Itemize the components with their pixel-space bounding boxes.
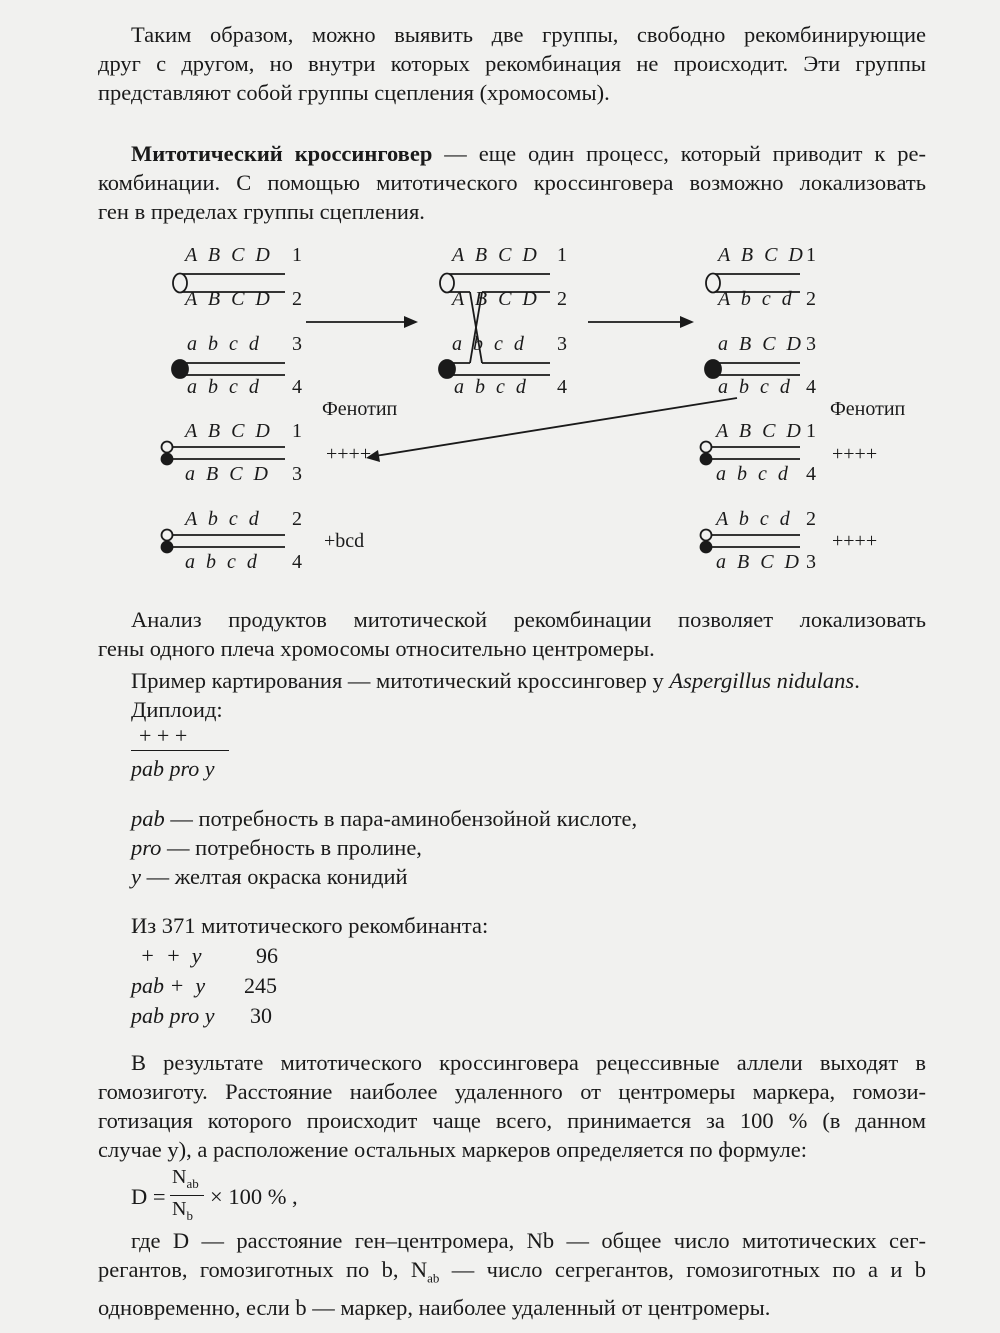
definition-line: pro — потребность в пролине, bbox=[131, 835, 422, 860]
allele-label: a b c d bbox=[452, 333, 527, 355]
allele-label: A B C D bbox=[718, 244, 806, 266]
allele-label: a b c d bbox=[187, 333, 262, 355]
text-line: ген в пределах группы сцепления. bbox=[98, 199, 425, 224]
formula-numerator: $N_{ab}$ bbox=[172, 1166, 199, 1191]
allele-label: A B C D bbox=[452, 244, 540, 266]
text-line: друг с другом, но внутри которых рекомбинация не происходит. Эти группы bbox=[98, 51, 926, 76]
recombinant-count: 96 bbox=[256, 943, 278, 968]
chromatid-number: 1 bbox=[292, 420, 302, 442]
text-line: где D — расстояние ген–центромера, Nb — общее число митотических сег- bbox=[131, 1228, 926, 1253]
text-line: гомозиготу. Расстояние наиболее удаленного от центромеры маркера, гомози- bbox=[98, 1079, 926, 1104]
definition-line: pab — потребность в пара-аминобензойной кислоте, bbox=[131, 806, 638, 831]
chromatid-number: 3 bbox=[292, 333, 302, 355]
allele-label: a b c d bbox=[454, 376, 529, 398]
text-line: Митотический кроссинговер — еще один процесс, который приводит к ре- bbox=[131, 141, 926, 166]
diploid-denominator: pab pro y bbox=[131, 756, 215, 781]
allele-label: A b c d bbox=[185, 508, 262, 530]
formula-denominator: $N_b$ bbox=[172, 1198, 193, 1223]
allele-label: a B C D bbox=[185, 463, 271, 485]
phenotype-value: ++++ bbox=[326, 443, 372, 465]
chromatid-number: 2 bbox=[557, 288, 567, 310]
chromatid-number: 3 bbox=[806, 333, 816, 355]
recombinant-genotype: pab pro y bbox=[131, 1003, 215, 1028]
allele-label: A b c d bbox=[718, 288, 795, 310]
species-name: Aspergillus nidulans bbox=[669, 668, 855, 693]
allele-label: a B C D bbox=[718, 333, 804, 355]
allele-label: A B C D bbox=[185, 420, 273, 442]
chromatid-number: 3 bbox=[806, 551, 816, 573]
chromatid-number: 1 bbox=[292, 244, 302, 266]
text-line: гены одного плеча хромосомы относительно центромеры. bbox=[98, 636, 655, 661]
diploid-label: Диплоид: bbox=[131, 697, 223, 722]
chromatid-number: 2 bbox=[806, 508, 816, 530]
chromatid-number: 1 bbox=[806, 244, 816, 266]
text-line: готизация которого происходит чаще всего, принимается за 100 % (в данном bbox=[98, 1108, 926, 1133]
allele-label: A B C D bbox=[452, 288, 540, 310]
chromatid-number: 3 bbox=[557, 333, 567, 355]
text-line: случае y), а расположение остальных маркеров определяется по формуле: bbox=[98, 1137, 808, 1162]
phenotype-label: Фенотип bbox=[322, 398, 398, 420]
chromatid-number: 4 bbox=[557, 376, 567, 398]
allele-label: a b c d bbox=[718, 376, 793, 398]
phenotype-label: Фенотип bbox=[830, 398, 906, 420]
chromatid-number: 1 bbox=[806, 420, 816, 442]
fraction-bar bbox=[131, 750, 229, 751]
chromatid-number: 2 bbox=[806, 288, 816, 310]
text-line: Таким образом, можно выявить две группы, свободно рекомбинирующие bbox=[131, 22, 926, 47]
allele-label: A B C D bbox=[716, 420, 804, 442]
allele-label: A B C D bbox=[185, 288, 273, 310]
paragraph-homozygosity bbox=[98, 1048, 926, 1164]
allele-label: a b c d bbox=[716, 463, 791, 485]
chromatid-number: 2 bbox=[292, 288, 302, 310]
allele-label: a B C D bbox=[716, 551, 802, 573]
allele-label: A b c d bbox=[716, 508, 793, 530]
formula-rhs: × 100 % , bbox=[210, 1184, 298, 1209]
phenotype-value: ++++ bbox=[832, 443, 878, 465]
chromatid-number: 1 bbox=[557, 244, 567, 266]
text-line: представляют собой группы сцепления (хромосомы). bbox=[98, 80, 610, 105]
chromatid-number: 4 bbox=[292, 551, 302, 573]
text-line: одновременно, если b — маркер, наиболее удаленный от центромеры. bbox=[98, 1294, 771, 1320]
recombinants-title: Из 371 митотического рекомбинанта: bbox=[131, 913, 489, 938]
formula-lhs: D = bbox=[131, 1184, 166, 1209]
allele-label: A B C D bbox=[185, 244, 273, 266]
phenotype-value: ++++ bbox=[832, 530, 878, 552]
text-line: Анализ продуктов митотической рекомбинации позволяет локализовать bbox=[131, 607, 926, 632]
recombinant-genotype: pab + y bbox=[131, 973, 206, 998]
paragraph-analysis bbox=[98, 605, 926, 663]
definition-line: y — желтая окраска конидий bbox=[131, 864, 408, 889]
chromatid-number: 4 bbox=[292, 376, 302, 398]
recombinant-count: 30 bbox=[250, 1003, 272, 1028]
allele-label: a b c d bbox=[185, 551, 260, 573]
paragraph-definitions bbox=[98, 1226, 926, 1322]
recombinant-genotype: + + y bbox=[140, 943, 202, 968]
text-line: комбинации. С помощью митотического кроссинговера возможно локализовать bbox=[98, 170, 926, 195]
chromatid-number: 2 bbox=[292, 508, 302, 530]
phenotype-value: +bcd bbox=[324, 530, 365, 552]
chromatid-number: 4 bbox=[806, 463, 816, 485]
term-mitotic-crossover: Митотический кроссинговер bbox=[131, 141, 433, 166]
chromatid-number: 3 bbox=[292, 463, 302, 485]
recombinant-count: 245 bbox=[244, 973, 277, 998]
chromatid-number: 4 bbox=[806, 376, 816, 398]
text-line: регантов, гомозиготных по b, $N_{ab}$ — число сегрегантов, гомозиготных по a и b bbox=[98, 1257, 926, 1286]
fraction-bar bbox=[170, 1195, 204, 1196]
text-line: В результате митотического кроссинговера рецессивные аллели выходят в bbox=[131, 1050, 926, 1075]
allele-label: a b c d bbox=[187, 376, 262, 398]
example-line: Пример картирования — митотический кроссинговер у Aspergillus nidulans. bbox=[131, 668, 860, 693]
diploid-numerator: + + + bbox=[139, 723, 188, 748]
